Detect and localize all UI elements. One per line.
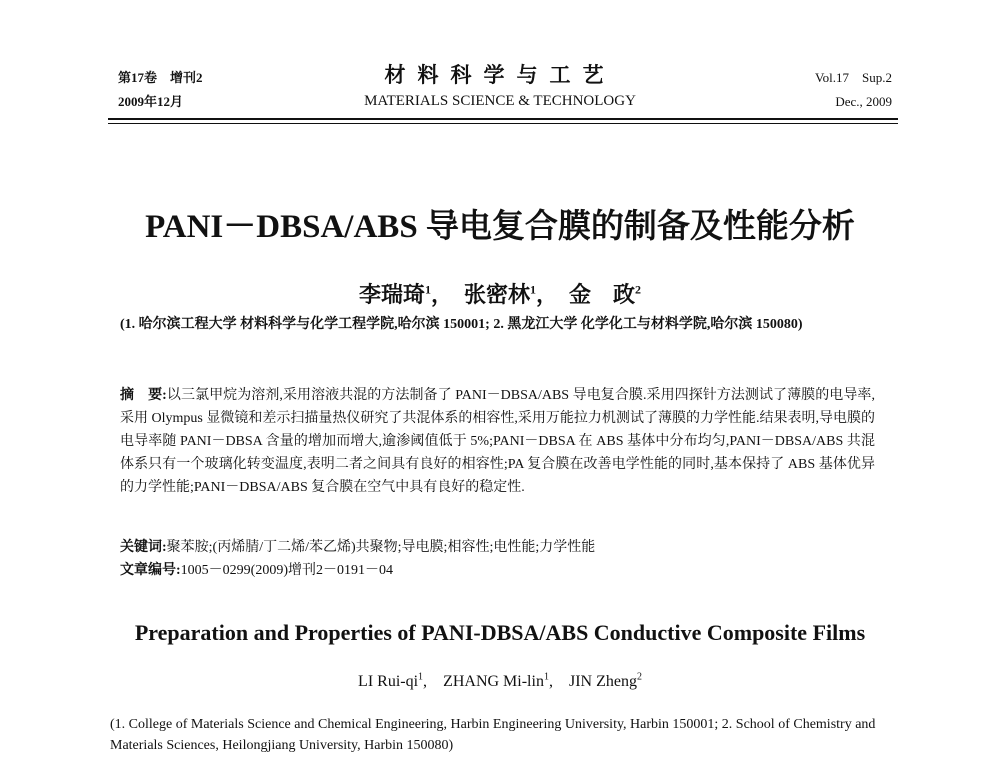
keywords-label: 关键词: <box>120 540 167 555</box>
header-right <box>815 66 892 114</box>
author-separator: ， <box>430 282 464 307</box>
author-affiliation-mark: 1 <box>418 671 424 683</box>
author-separator: ， <box>536 282 570 307</box>
keywords <box>120 537 875 559</box>
author-affiliation-mark: 2 <box>635 282 642 297</box>
header-rule-thick <box>108 118 898 120</box>
authors-en <box>0 668 1000 691</box>
affiliation-en: (1. College of Materials Science and Chemical Engineering, Harbin Engineering University, Harbin 150001; 2. School of Chemistry and Materials Sciences, Heilongjiang University, Harbin 150080) <box>110 717 876 753</box>
journal-header <box>300 62 700 112</box>
abstract-text: 以三氯甲烷为溶剂,采用溶液共混的方法制备了 PANI－DBSA/ABS 导电复合膜.采用四探针方法测试了薄膜的电导率,采用 Olympus 显微镜和差示扫描量热仪研究了共混体系的相容性,采用万能拉力机测试了薄膜的力学性能.结果表明,导电膜的电导率随 PANI－DBSA 含量的增加而增大,逾渗阈值低于 5%;PANI－DBSA 在 ABS 基体中分布均匀,PANI－DBSA/ABS 共混体系只有一个玻璃化转变温度,表明二者之间具有良好的相容性;PA 复合膜在改善电学性能的同时,基本保持了 ABS 基体优异的力学性能;PANI－DBSA/ABS 复合膜在空气中具有良好的稳定性. <box>120 388 875 495</box>
author-name-en: JIN Zheng <box>568 673 637 690</box>
abstract <box>120 384 875 499</box>
author-affiliation-mark: 1 <box>424 282 431 297</box>
author-name-en: ZHANG Mi-lin <box>443 673 544 690</box>
date-cn: 2009年12月 <box>118 94 184 109</box>
abstract-label: 摘 要: <box>120 388 167 403</box>
header-rule-thin <box>108 123 898 124</box>
author-separator: , <box>548 673 569 690</box>
volume-cn: 第17卷 增刊2 <box>118 70 203 85</box>
author-separator: , <box>423 673 444 690</box>
keywords-text: 聚苯胺;(丙烯腈/丁二烯/苯乙烯)共聚物;导电膜;相容性;电性能;力学性能 <box>166 540 596 555</box>
volume-en: Vol.17 Sup.2 <box>814 70 892 85</box>
document-number-label: 文章编号: <box>120 563 181 578</box>
author-name: 李瑞琦 <box>358 282 425 307</box>
header-left <box>118 66 203 114</box>
authors-cn <box>0 278 1000 309</box>
journal-name-en: MATERIALS SCIENCE & TECHNOLOGY <box>364 93 636 109</box>
document-number <box>120 560 393 582</box>
author-affiliation-mark: 2 <box>636 671 642 683</box>
author-name: 金 政 <box>569 282 636 307</box>
author-affiliation-mark: 1 <box>543 671 549 683</box>
author-name: 张密林 <box>463 282 530 307</box>
paper-title-cn: PANI－DBSA/ABS 导电复合膜的制备及性能分析 <box>145 209 855 245</box>
paper-title-en: Preparation and Properties of PANI-DBSA/ABS Conductive Composite Films <box>134 620 866 645</box>
author-affiliation-mark: 1 <box>530 282 536 297</box>
document-number-text: 1005－0299(2009)增刊2－0191－04 <box>180 563 393 578</box>
date-en: Dec., 2009 <box>835 94 892 109</box>
journal-name-cn: 材料科学与工艺 <box>384 63 616 87</box>
author-name-en: LI Rui-qi <box>358 673 419 690</box>
affiliation-cn: (1. 哈尔滨工程大学 材料科学与化学工程学院,哈尔滨 150001; 2. 黑龙江大学 化学化工与材料学院,哈尔滨 150080) <box>120 317 803 332</box>
